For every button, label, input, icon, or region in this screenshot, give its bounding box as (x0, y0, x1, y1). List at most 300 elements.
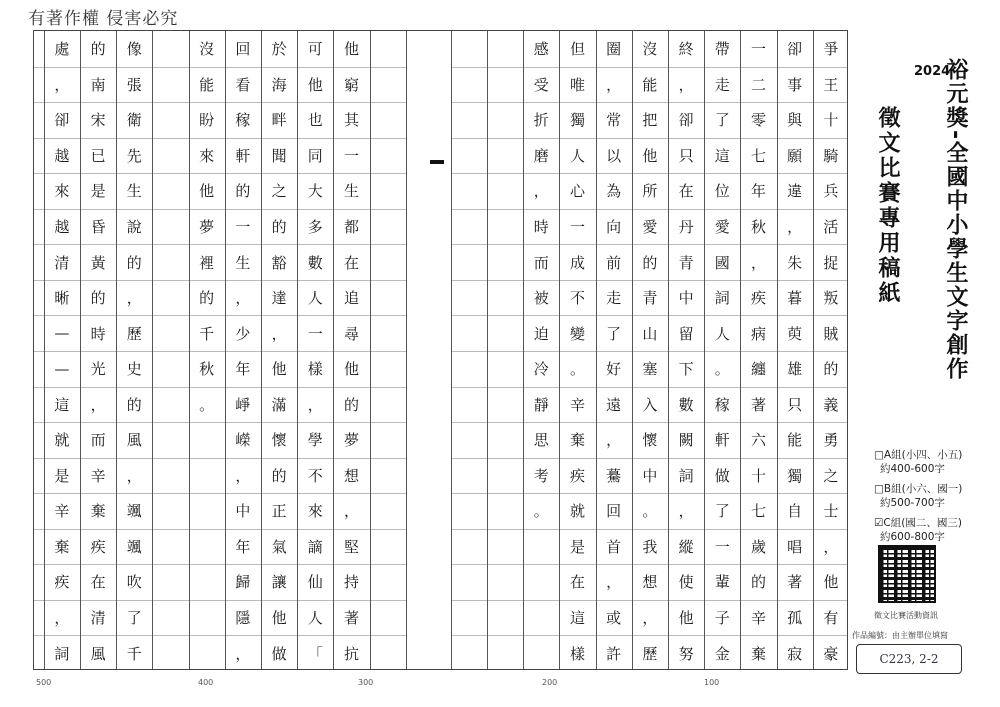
manuscript-char: 少 (235, 324, 251, 343)
manuscript-char: 的 (199, 289, 215, 308)
manuscript-char: 把 (642, 111, 658, 130)
manuscript-char: 懷 (642, 431, 658, 450)
manuscript-char: 也 (307, 111, 323, 130)
manuscript-char: 而 (533, 253, 549, 272)
manuscript-char: 清 (54, 253, 70, 272)
manuscript-char: 清 (90, 609, 106, 628)
grid-column-line (487, 31, 488, 669)
contest-sidebar (850, 30, 995, 690)
manuscript-char: 棄 (90, 502, 106, 521)
manuscript-char: ， (126, 289, 142, 308)
manuscript-char: 中 (678, 289, 694, 308)
manuscript-char: 卻 (678, 111, 694, 130)
manuscript-char: 他 (343, 40, 359, 59)
manuscript-char: ， (235, 289, 251, 308)
manuscript-char: 圈 (606, 40, 622, 59)
tick-label: 200 (542, 678, 558, 687)
manuscript-char: 千 (126, 644, 142, 663)
manuscript-char: 的 (90, 40, 106, 59)
manuscript-char: 走 (606, 289, 622, 308)
manuscript-char: 纏 (750, 360, 766, 379)
manuscript-char: 做 (271, 644, 287, 663)
manuscript-column (786, 31, 804, 671)
manuscript-char: 他 (678, 609, 694, 628)
manuscript-char: 使 (678, 573, 694, 592)
manuscript-char: ， (54, 609, 70, 628)
manuscript-char: ， (678, 75, 694, 94)
manuscript-char: 是 (569, 537, 585, 556)
manuscript-char: 勇 (823, 431, 839, 450)
manuscript-char: 唯 (569, 75, 585, 94)
tick-label: 300 (358, 678, 374, 687)
grid-column-line (777, 31, 778, 669)
manuscript-char: ， (90, 395, 106, 414)
manuscript-char: 疾 (54, 573, 70, 592)
manuscript-char: 卻 (787, 40, 803, 59)
manuscript-char: 金 (714, 644, 730, 663)
manuscript-char: 士 (823, 502, 839, 521)
manuscript-char: 懷 (271, 431, 287, 450)
group-option-range: 約600-800字 (880, 531, 945, 543)
manuscript-char: 做 (714, 466, 730, 485)
manuscript-char: 輩 (714, 573, 730, 592)
manuscript-char: 闕 (678, 431, 694, 450)
manuscript-char: 辛 (90, 466, 106, 485)
center-gutter-mark (430, 160, 444, 164)
manuscript-char: 。 (533, 502, 549, 521)
manuscript-char: 這 (54, 395, 70, 414)
manuscript-char: 零 (750, 111, 766, 130)
grid-column-line (740, 31, 741, 669)
manuscript-column (343, 31, 361, 671)
manuscript-char: 回 (606, 502, 622, 521)
group-option-b[interactable] (874, 482, 962, 510)
manuscript-char: 滿 (271, 395, 287, 414)
manuscript-char: 騎 (823, 146, 839, 165)
manuscript-char: 在 (343, 253, 359, 272)
manuscript-char: 一 (714, 537, 730, 556)
manuscript-char: 兵 (823, 182, 839, 201)
manuscript-char: 一 (750, 40, 766, 59)
manuscript-char: 就 (54, 431, 70, 450)
manuscript-char: 他 (823, 573, 839, 592)
manuscript-char: 與 (787, 111, 803, 130)
manuscript-char: 辛 (569, 395, 585, 414)
manuscript-char: 樣 (569, 644, 585, 663)
manuscript-char: — (54, 359, 70, 378)
group-option-range: 約400-600字 (880, 463, 945, 475)
manuscript-char: 數 (307, 253, 323, 272)
manuscript-column (234, 31, 252, 671)
manuscript-char: 的 (126, 253, 142, 272)
manuscript-char: 暮 (787, 289, 803, 308)
work-id-label: 作品編號：由主辦單位填寫 (852, 631, 948, 640)
manuscript-char: 折 (533, 111, 549, 130)
manuscript-char: 來 (54, 182, 70, 201)
manuscript-char: 年 (235, 537, 251, 556)
manuscript-char: 位 (714, 182, 730, 201)
manuscript-char: 軒 (235, 146, 251, 165)
manuscript-char: ， (606, 431, 622, 450)
manuscript-char: 正 (271, 502, 287, 521)
manuscript-char: 獨 (569, 111, 585, 130)
manuscript-char: 帶 (714, 40, 730, 59)
group-option-label: ☑C組(國二、國三) (874, 517, 962, 529)
manuscript-char: 歸 (235, 573, 251, 592)
manuscript-column (53, 31, 71, 671)
manuscript-char: 思 (533, 431, 549, 450)
manuscript-char: 棄 (54, 537, 70, 556)
manuscript-char: 成 (569, 253, 585, 272)
manuscript-char: 處 (54, 40, 70, 59)
manuscript-char: ， (54, 75, 70, 94)
manuscript-char: 豪 (823, 644, 839, 663)
manuscript-char: 想 (642, 573, 658, 592)
manuscript-char: 是 (90, 182, 106, 201)
manuscript-char: 留 (678, 324, 694, 343)
work-id-box: C223, 2-2 (856, 644, 962, 674)
manuscript-column (198, 31, 216, 422)
manuscript-char: 一 (569, 218, 585, 236)
grid-column-line (225, 31, 226, 669)
manuscript-char: 努 (678, 644, 694, 663)
manuscript-char: 。 (199, 395, 215, 414)
grid-column-line (668, 31, 669, 669)
manuscript-char: 爭 (823, 40, 839, 59)
manuscript-char: 像 (126, 40, 142, 59)
grid-column-line (632, 31, 633, 669)
manuscript-char: 的 (823, 360, 839, 379)
manuscript-char: 他 (343, 360, 359, 379)
manuscript-char: 著 (787, 573, 803, 592)
manuscript-char: ， (823, 537, 839, 556)
manuscript-column (125, 31, 143, 671)
manuscript-char: 的 (750, 573, 766, 592)
manuscript-char: 尋 (343, 324, 359, 343)
manuscript-char: — (54, 324, 70, 343)
manuscript-char: 詞 (678, 466, 694, 485)
manuscript-char: ， (642, 609, 658, 628)
manuscript-char: 好 (606, 360, 622, 379)
manuscript-char: 辛 (54, 502, 70, 521)
manuscript-char: 說 (126, 218, 142, 236)
manuscript-char: 人 (714, 324, 730, 343)
manuscript-char: 他 (642, 146, 658, 165)
manuscript-char: 是 (54, 466, 70, 485)
manuscript-char: 辛 (750, 609, 766, 628)
manuscript-char: 愛 (714, 218, 730, 236)
manuscript-char: 吹 (126, 573, 142, 592)
manuscript-char: 學 (307, 431, 323, 450)
manuscript-char: 生 (235, 253, 251, 272)
manuscript-char: 人 (307, 289, 323, 308)
manuscript-char: 的 (271, 218, 287, 236)
manuscript-char: 遠 (606, 395, 622, 414)
manuscript-char: 年 (750, 182, 766, 201)
manuscript-column (569, 31, 587, 671)
manuscript-char: ， (307, 395, 323, 414)
manuscript-char: 受 (533, 75, 549, 94)
manuscript-char: 讓 (271, 573, 287, 592)
contest-title: 裕元獎-全國中小學生文字創作 (943, 58, 968, 382)
manuscript-char: 風 (126, 431, 142, 450)
manuscript-char: 心 (569, 182, 585, 201)
manuscript-char: 磨 (533, 146, 549, 165)
manuscript-char: 一 (235, 218, 251, 236)
manuscript-char: 颯 (126, 502, 142, 521)
manuscript-char: 生 (126, 182, 142, 201)
group-option-label: □B組(小六、國一) (874, 483, 963, 495)
manuscript-char: 只 (787, 395, 803, 414)
manuscript-char: 的 (235, 182, 251, 201)
manuscript-char: ， (750, 253, 766, 272)
manuscript-char: 丹 (678, 218, 694, 236)
grid-column-line (297, 31, 298, 669)
manuscript-char: 首 (606, 537, 622, 556)
manuscript-char: 向 (606, 218, 622, 236)
manuscript-char: 驀 (606, 466, 622, 485)
manuscript-char: 千 (199, 324, 215, 343)
manuscript-char: 南 (90, 75, 106, 94)
manuscript-char: 而 (90, 431, 106, 450)
manuscript-char: 來 (199, 146, 215, 165)
manuscript-char: 六 (750, 431, 766, 450)
manuscript-char: 病 (750, 324, 766, 343)
manuscript-char: 於 (271, 40, 287, 59)
copyright-header: 有著作權 侵害必究 (28, 9, 179, 29)
manuscript-column (306, 31, 324, 671)
manuscript-column (532, 31, 550, 529)
manuscript-char: 以 (606, 146, 622, 165)
manuscript-char: 十 (750, 466, 766, 485)
manuscript-char: ， (678, 502, 694, 521)
manuscript-char: 同 (307, 146, 323, 165)
manuscript-char: 大 (307, 182, 323, 201)
manuscript-char: 抗 (343, 644, 359, 663)
manuscript-char: 義 (823, 395, 839, 414)
manuscript-char: 唱 (787, 537, 803, 556)
manuscript-char: 的 (90, 289, 106, 308)
manuscript-char: 了 (714, 111, 730, 130)
manuscript-char: 疾 (90, 537, 106, 556)
manuscript-char: 秋 (199, 360, 215, 379)
manuscript-char: ， (606, 75, 622, 94)
manuscript-char: 他 (307, 75, 323, 94)
manuscript-char: 裡 (199, 253, 215, 272)
grid-column-line (813, 31, 814, 669)
manuscript-char: 來 (307, 502, 323, 521)
paper-title: 徵文比賽專用稿紙 (875, 106, 900, 306)
manuscript-char: 崢 (235, 395, 251, 414)
manuscript-char: 仙 (307, 573, 323, 592)
qr-code-icon[interactable] (878, 545, 936, 603)
manuscript-char: 靜 (533, 395, 549, 414)
manuscript-char: 人 (569, 146, 585, 165)
manuscript-char: ， (235, 644, 251, 663)
manuscript-char: 他 (271, 360, 287, 379)
manuscript-char: 違 (787, 182, 803, 201)
qr-caption: 徵文比賽活動資訊 (874, 611, 938, 620)
manuscript-char: 沒 (642, 40, 658, 59)
manuscript-char: 年 (235, 360, 251, 379)
manuscript-char: 雄 (787, 360, 803, 379)
manuscript-char: 變 (569, 324, 585, 343)
manuscript-char: 沒 (199, 40, 215, 59)
manuscript-char: 時 (90, 324, 106, 343)
manuscript-char: 只 (678, 146, 694, 165)
manuscript-char: 的 (126, 395, 142, 414)
grid-column-line (261, 31, 262, 669)
manuscript-char: 的 (271, 466, 287, 485)
manuscript-char: 黃 (90, 253, 106, 272)
manuscript-char: 許 (606, 644, 622, 663)
manuscript-char: 考 (533, 466, 549, 485)
manuscript-char: 這 (569, 609, 585, 628)
group-option-range: 約500-700字 (880, 497, 945, 509)
manuscript-char: 夢 (343, 431, 359, 450)
manuscript-char: 謫 (307, 537, 323, 556)
manuscript-char: 稼 (235, 111, 251, 130)
manuscript-char: 在 (678, 182, 694, 201)
manuscript-char: 多 (307, 218, 323, 236)
manuscript-char: 詞 (714, 289, 730, 308)
grid-column-line (189, 31, 190, 669)
manuscript-char: 走 (714, 75, 730, 94)
manuscript-char: 在 (90, 573, 106, 592)
manuscript-char: 人 (307, 609, 323, 628)
manuscript-char: 愛 (642, 218, 658, 236)
manuscript-char: 他 (271, 609, 287, 628)
manuscript-char: 或 (606, 609, 622, 628)
manuscript-char: 秋 (750, 218, 766, 236)
manuscript-column (822, 31, 840, 671)
tick-label: 100 (704, 678, 720, 687)
manuscript-char: ， (235, 466, 251, 485)
manuscript-char: 之 (823, 466, 839, 485)
manuscript-char: 軒 (714, 431, 730, 450)
manuscript-char: 孤 (787, 609, 803, 628)
manuscript-column (713, 31, 731, 671)
manuscript-grid (33, 30, 848, 670)
manuscript-char: 海 (271, 75, 287, 94)
grid-column-line (116, 31, 117, 669)
grid-column-line (523, 31, 524, 669)
manuscript-char: ， (533, 182, 549, 201)
manuscript-char: 昏 (90, 218, 106, 236)
manuscript-char: 了 (714, 502, 730, 521)
manuscript-char: 自 (787, 502, 803, 521)
manuscript-char: 史 (126, 360, 142, 379)
manuscript-char: 光 (90, 360, 106, 379)
manuscript-char: 二 (750, 75, 766, 94)
manuscript-char: 下 (678, 360, 694, 379)
manuscript-char: 迫 (533, 324, 549, 343)
manuscript-char: ， (271, 324, 287, 343)
grid-column-line (333, 31, 334, 669)
manuscript-char: 先 (126, 146, 142, 165)
manuscript-char: 獨 (787, 466, 803, 485)
grid-column-line (451, 31, 452, 669)
manuscript-char: 終 (678, 40, 694, 59)
manuscript-char: 感 (533, 40, 549, 59)
grid-column-line (596, 31, 597, 669)
manuscript-column (750, 31, 768, 671)
manuscript-char: 晰 (54, 289, 70, 308)
manuscript-char: 七 (750, 146, 766, 165)
manuscript-char: 寂 (787, 644, 803, 663)
manuscript-char: 數 (678, 395, 694, 414)
manuscript-char: 一 (307, 324, 323, 343)
manuscript-char: 能 (787, 431, 803, 450)
manuscript-char: 時 (533, 218, 549, 236)
manuscript-char: 王 (823, 75, 839, 94)
manuscript-char: 前 (606, 253, 622, 272)
manuscript-char: 卻 (54, 111, 70, 130)
manuscript-char: 「 (307, 644, 323, 663)
manuscript-char: 他 (199, 182, 215, 201)
group-option-a[interactable] (874, 448, 962, 476)
group-option-c[interactable] (874, 516, 962, 544)
manuscript-char: 事 (787, 75, 803, 94)
manuscript-char: 其 (343, 111, 359, 130)
manuscript-char: 。 (714, 360, 730, 379)
manuscript-char: 越 (54, 146, 70, 165)
manuscript-column (605, 31, 623, 671)
group-option-label: □A組(小四、小五) (874, 449, 963, 461)
manuscript-char: 縱 (678, 537, 694, 556)
manuscript-char: 的 (343, 395, 359, 414)
manuscript-char: 不 (307, 466, 323, 485)
manuscript-char: 能 (199, 75, 215, 94)
manuscript-char: 賊 (823, 324, 839, 343)
manuscript-char: 我 (642, 537, 658, 556)
manuscript-char: 活 (823, 218, 839, 236)
manuscript-char: 。 (642, 502, 658, 521)
manuscript-char: 回 (235, 40, 251, 59)
tick-label: 500 (36, 678, 52, 687)
manuscript-char: 想 (343, 466, 359, 485)
manuscript-char: 這 (714, 146, 730, 165)
manuscript-char: 可 (307, 40, 323, 59)
manuscript-char: 風 (90, 644, 106, 663)
manuscript-char: 不 (569, 289, 585, 308)
manuscript-char: 颯 (126, 537, 142, 556)
manuscript-char: 中 (235, 502, 251, 521)
manuscript-char: 能 (642, 75, 658, 94)
manuscript-char: 歷 (126, 324, 142, 343)
manuscript-char: ， (787, 218, 803, 236)
manuscript-char: 國 (714, 253, 730, 272)
manuscript-char: 樣 (307, 360, 323, 379)
manuscript-char: 持 (343, 573, 359, 592)
manuscript-char: ， (606, 573, 622, 592)
manuscript-char: 棄 (569, 431, 585, 450)
manuscript-char: 稼 (714, 395, 730, 414)
manuscript-char: 為 (606, 182, 622, 201)
manuscript-char: 達 (271, 289, 287, 308)
manuscript-char: 夢 (199, 218, 215, 236)
manuscript-char: 入 (642, 395, 658, 414)
tick-label: 400 (198, 678, 214, 687)
manuscript-char: 了 (126, 609, 142, 628)
manuscript-char: 追 (343, 289, 359, 308)
manuscript-char: 隱 (235, 609, 251, 628)
manuscript-char: 之 (271, 182, 287, 201)
grid-column-line (152, 31, 153, 669)
manuscript-char: 捉 (823, 253, 839, 272)
manuscript-char: 朱 (787, 253, 803, 272)
manuscript-char: 冷 (533, 360, 549, 379)
